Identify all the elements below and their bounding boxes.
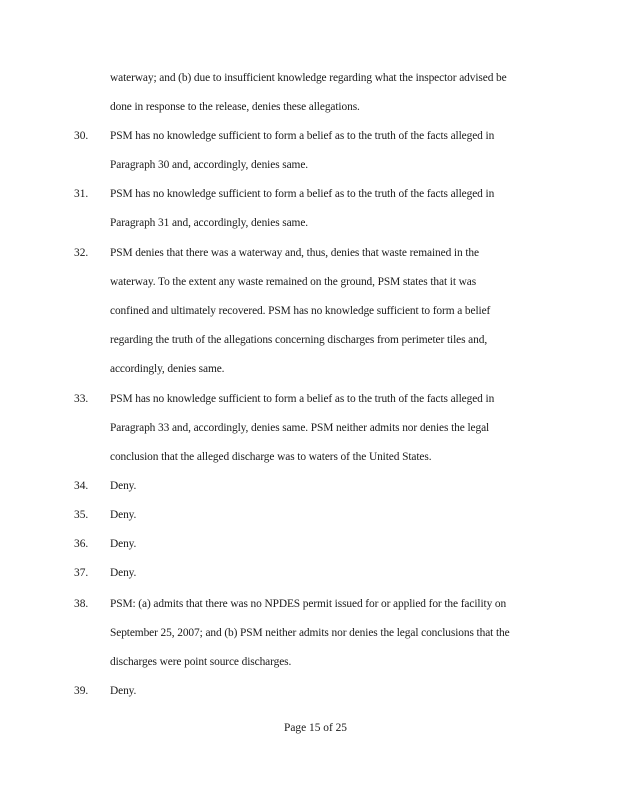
- paragraph-number: 31.: [74, 188, 89, 200]
- paragraph-number: 33.: [74, 393, 89, 405]
- paragraph-line: regarding the truth of the allegations concerning discharges from perimeter tiles and,: [110, 334, 488, 346]
- paragraph-line: Paragraph 30 and, accordingly, denies same.: [110, 159, 309, 171]
- paragraph-line: Deny.: [110, 480, 137, 492]
- paragraph-number: 32.: [74, 247, 89, 259]
- paragraph-line: PSM has no knowledge sufficient to form a belief as to the truth of the facts alleged in: [110, 188, 495, 200]
- paragraph-line: PSM has no knowledge sufficient to form a belief as to the truth of the facts alleged in: [110, 393, 495, 405]
- paragraph-line: Deny.: [110, 509, 137, 521]
- paragraph-line: conclusion that the alleged discharge was to waters of the United States.: [110, 451, 432, 463]
- paragraph-number: 37.: [74, 567, 89, 579]
- paragraph-line: PSM has no knowledge sufficient to form a belief as to the truth of the facts alleged in: [110, 130, 495, 142]
- paragraph-line: Paragraph 31 and, accordingly, denies same.: [110, 217, 309, 229]
- paragraph-line: accordingly, denies same.: [110, 363, 225, 375]
- paragraph-number: 39.: [74, 685, 89, 697]
- paragraph-line: waterway. To the extent any waste remained on the ground, PSM states that it was: [110, 276, 477, 288]
- paragraph-line: Deny.: [110, 567, 137, 579]
- paragraph-line: Paragraph 33 and, accordingly, denies same. PSM neither admits nor denies the legal: [110, 422, 490, 434]
- paragraph-line: September 25, 2007; and (b) PSM neither admits nor denies the legal conclusions that the: [110, 627, 510, 639]
- paragraph-number: 34.: [74, 480, 89, 492]
- paragraph-number: 35.: [74, 509, 89, 521]
- page-footer: Page 15 of 25: [284, 722, 347, 734]
- paragraph-line: Deny.: [110, 685, 137, 697]
- paragraph-number: 30.: [74, 130, 89, 142]
- continuation-line: waterway; and (b) due to insufficient knowledge regarding what the inspector advised be: [110, 72, 507, 84]
- paragraph-line: confined and ultimately recovered. PSM has no knowledge sufficient to form a belief: [110, 305, 491, 317]
- paragraph-line: discharges were point source discharges.: [110, 656, 292, 668]
- paragraph-line: PSM denies that there was a waterway and, thus, denies that waste remained in the: [110, 247, 479, 259]
- paragraph-line: PSM: (a) admits that there was no NPDES permit issued for or applied for the facility on: [110, 598, 507, 610]
- continuation-line: done in response to the release, denies these allegations.: [110, 101, 360, 113]
- paragraph-line: Deny.: [110, 538, 137, 550]
- paragraph-number: 36.: [74, 538, 89, 550]
- paragraph-number: 38.: [74, 598, 89, 610]
